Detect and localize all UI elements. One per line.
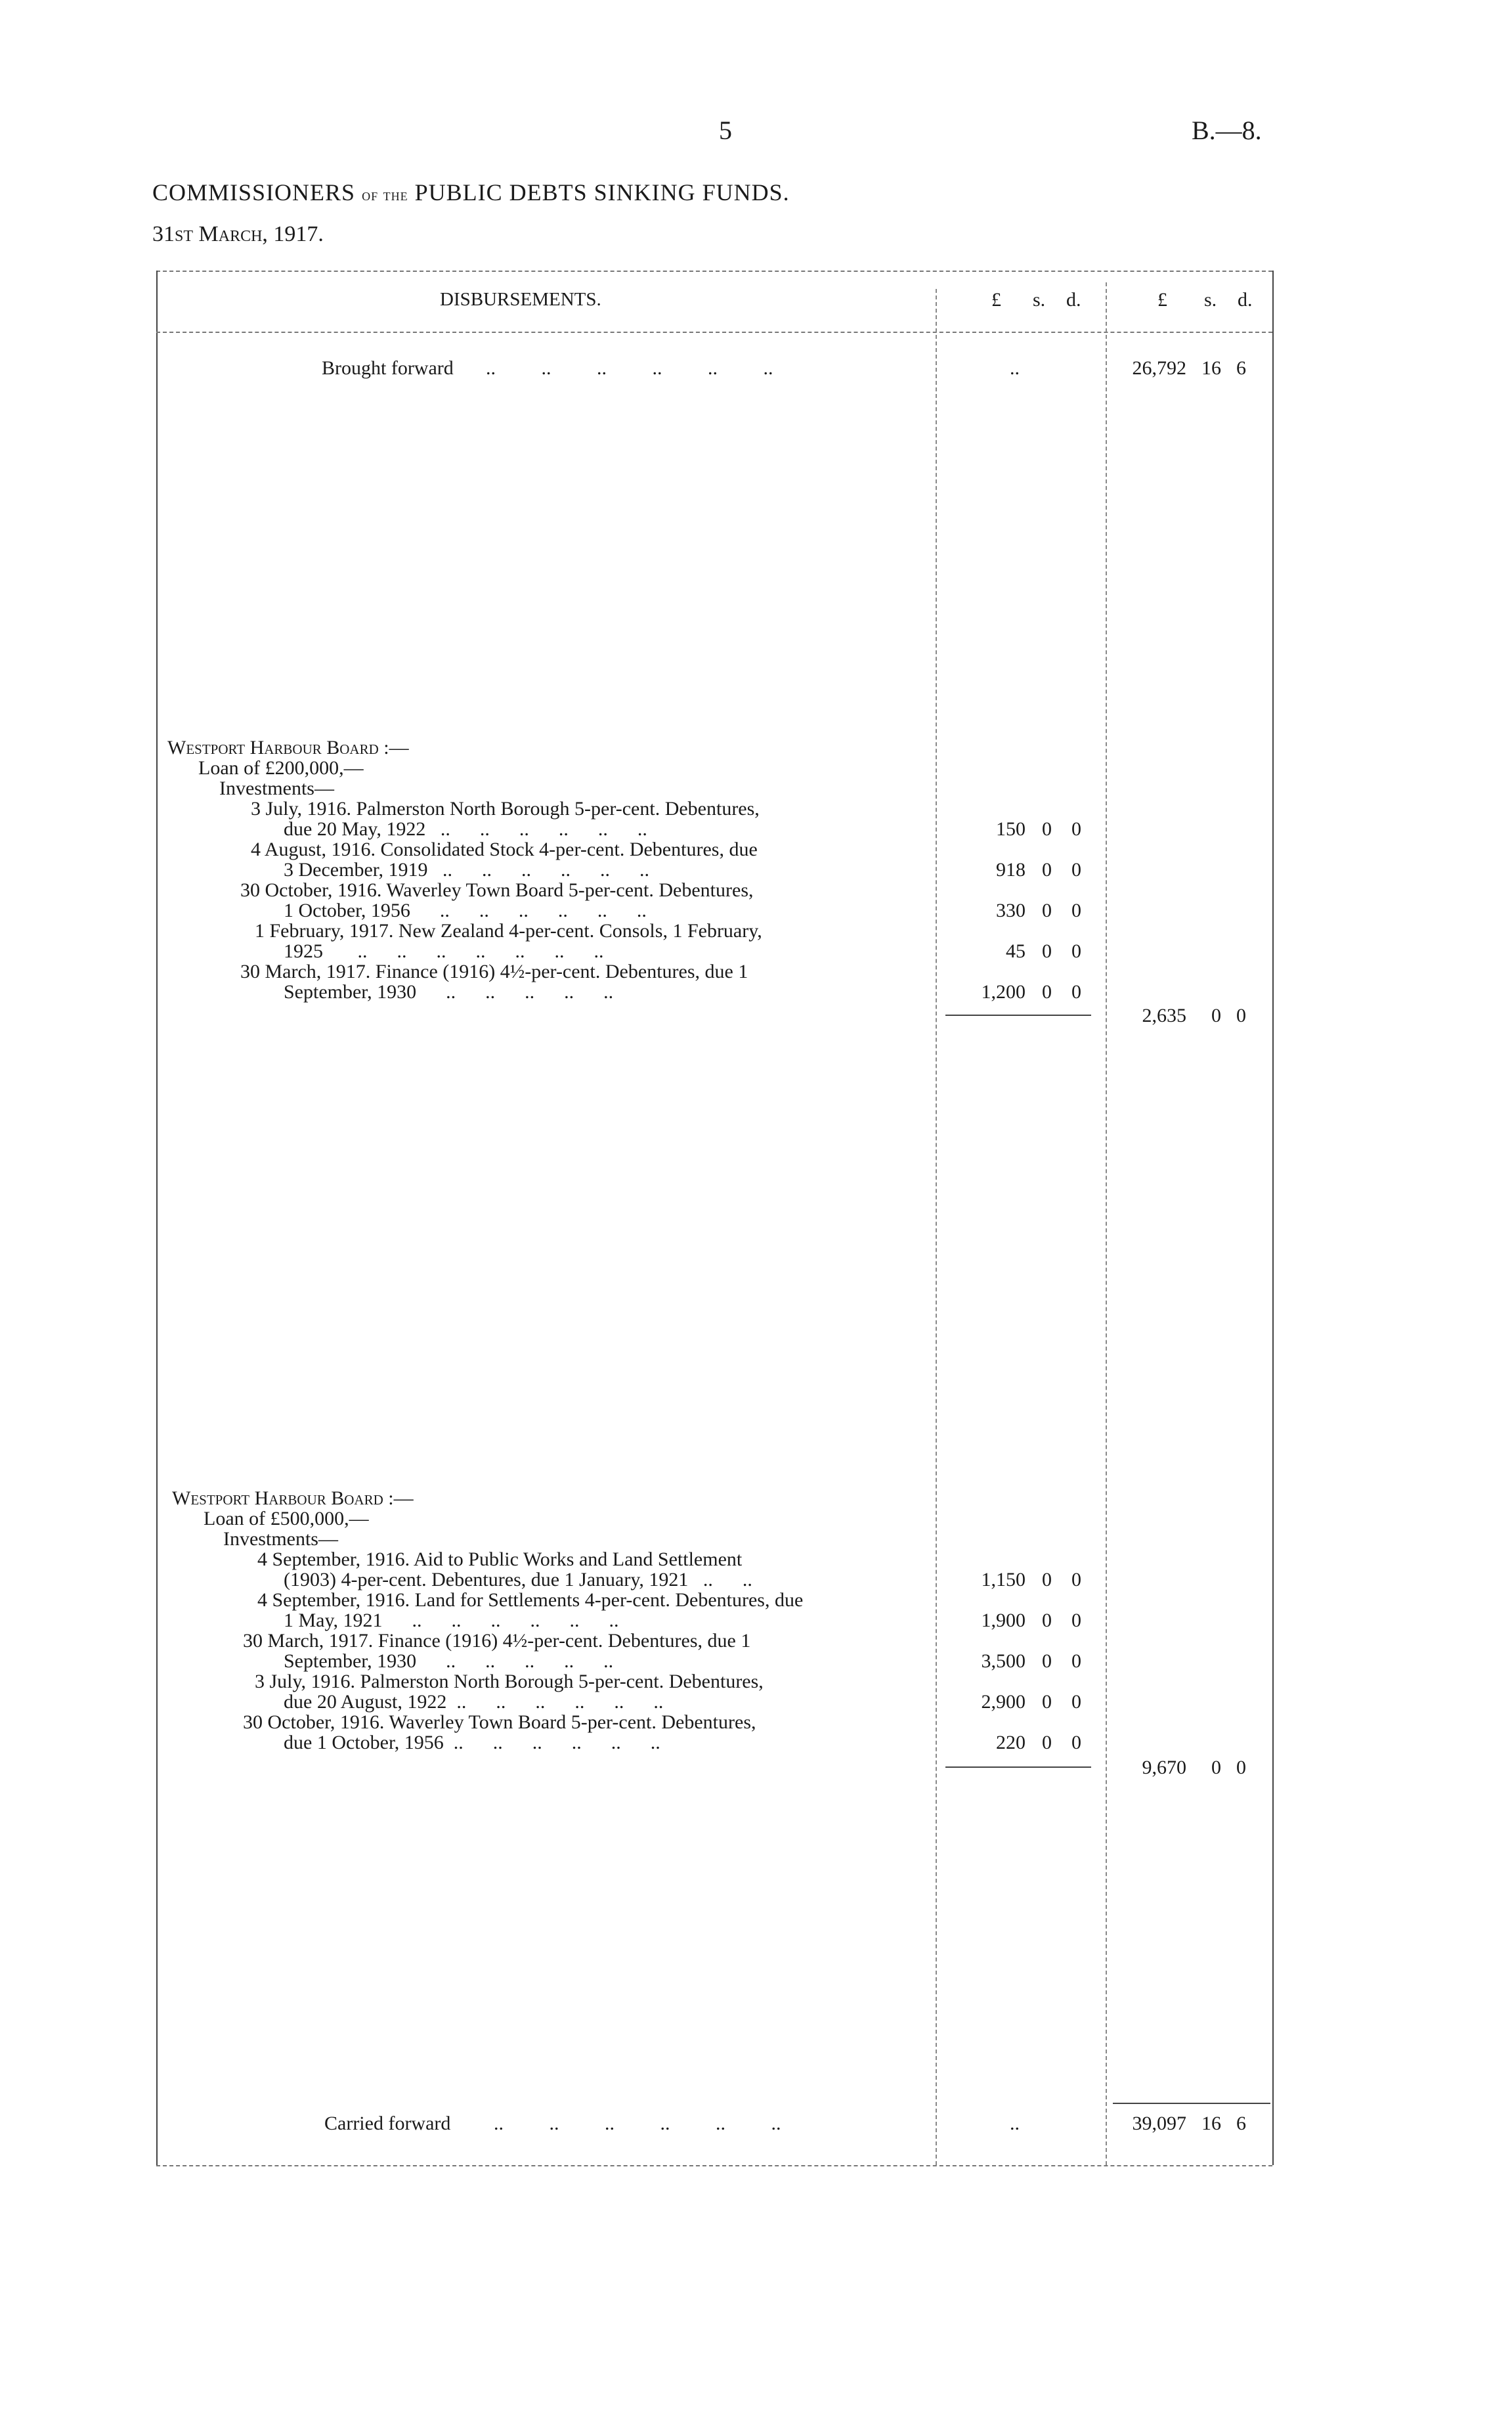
section1-amount-2-pounds: 330 [996,900,1026,921]
title-part-a: COMMISSIONERS [152,179,356,206]
section2-line-3: 1 May, 1921 .. .. .. .. .. .. [284,1610,619,1631]
section1-amount-1-d: 0 [1071,859,1081,881]
section2-line-2: 4 September, 1916. Land for Settlements 4-per-cent. Debentures, due [257,1589,804,1611]
section1-amount-4-s: 0 [1042,981,1052,1003]
section1-line-2: 4 August, 1916. Consolidated Stock 4-per-cent. Debentures, due [251,839,758,860]
brought-forward-pounds: 26,792 [1132,357,1186,379]
section2-amount-1-pounds: 1,900 [981,1610,1026,1631]
section2-amount-3-s: 0 [1042,1691,1052,1713]
carried-forward-pounds: 39,097 [1132,2113,1186,2134]
section2-amount-0-d: 0 [1071,1569,1081,1590]
section1-amount-3-pounds: 45 [1006,940,1026,962]
section1-line-5: 1 October, 1956 .. .. .. .. .. .. [284,900,647,921]
carried-forward-inner: .. [1010,2113,1020,2134]
date-rest: March, 1917. [198,222,324,246]
section1-amount-2-d: 0 [1071,900,1081,921]
section1-board: Westport Harbour Board :— [167,737,409,758]
brought-forward-pence: 6 [1236,357,1246,379]
brought-forward-shillings: 16 [1201,357,1221,379]
section2-total-s: 0 [1211,1757,1221,1778]
section1-line-1: due 20 May, 1922 .. .. .. .. .. .. [284,818,647,840]
section2-board: Westport Harbour Board :— [172,1487,414,1509]
section1-investments: Investments— [219,778,334,799]
col-header-s-1: s. [1033,289,1046,311]
col-header-d-2: d. [1238,289,1253,311]
section1-line-0: 3 July, 1916. Palmerston North Borough 5-per-cent. Debentures, [251,798,760,820]
section1-total-pounds: 2,635 [1142,1005,1186,1026]
section2-amount-2-pounds: 3,500 [981,1650,1026,1672]
section2-amount-4-pounds: 220 [996,1732,1026,1753]
section2-amount-4-s: 0 [1042,1732,1052,1753]
section2-line-4: 30 March, 1917. Finance (1916) 4½-per-cent. Debentures, due 1 [243,1630,751,1652]
section1-sum-rule [945,1015,1091,1016]
section1-amount-4-pounds: 1,200 [981,981,1026,1003]
col-header-s-2: s. [1204,289,1217,311]
page-number: 5 [719,116,732,145]
section1-amount-2-s: 0 [1042,900,1052,921]
section1-line-3: 3 December, 1919 .. .. .. .. .. .. [284,859,650,881]
section1-amount-0-s: 0 [1042,818,1052,840]
section2-line-8: 30 October, 1916. Waverley Town Board 5-per-cent. Debentures, [243,1711,756,1733]
section1-amount-1-s: 0 [1042,859,1052,881]
section1-amount-0-d: 0 [1071,818,1081,840]
carried-forward-label: Carried forward [324,2113,451,2134]
section1-line-7: 1925 .. .. .. .. .. .. .. [284,940,604,962]
section2-line-9: due 1 October, 1956 .. .. .. .. .. .. [284,1732,660,1753]
section1-line-8: 30 March, 1917. Finance (1916) 4½-per-cent. Debentures, due 1 [240,961,748,982]
section1-line-9: September, 1930 .. .. .. .. .. [284,981,614,1003]
section2-loan: Loan of £500,000,— [204,1508,369,1529]
table-top-rule [156,271,1272,272]
section2-total-pounds: 9,670 [1142,1757,1186,1778]
brought-forward-label: Brought forward [322,357,454,379]
brought-forward-inner: .. [1010,357,1020,379]
section1-loan: Loan of £200,000,— [198,757,364,779]
col-header-pounds-1: £ [991,289,1001,311]
title-small: of the [362,185,408,204]
page-reference: B.—8. [1192,116,1262,145]
table-bottom-rule [156,2165,1272,2166]
section2-line-0: 4 September, 1916. Aid to Public Works and Land Settlement [257,1548,743,1570]
section2-amount-1-d: 0 [1071,1610,1081,1631]
table-right-border [1272,271,1274,2165]
section1-total-s: 0 [1211,1005,1221,1026]
section2-line-5: September, 1930 .. .. .. .. .. [284,1650,614,1672]
section2-line-1: (1903) 4-per-cent. Debentures, due 1 January, 1921 .. .. [284,1569,752,1590]
section2-line-7: due 20 August, 1922 .. .. .. .. .. .. [284,1691,664,1713]
carried-forward-rule [1113,2103,1270,2104]
section2-total-d: 0 [1236,1757,1246,1778]
section2-amount-2-s: 0 [1042,1650,1052,1672]
table-left-border [156,271,158,2165]
section1-line-6: 1 February, 1917. New Zealand 4-per-cent. Consols, 1 February, [255,920,762,942]
section1-amount-1-pounds: 918 [996,859,1026,881]
section2-amount-0-pounds: 1,150 [981,1569,1026,1590]
col-sep-1 [936,289,937,2165]
section2-amount-1-s: 0 [1042,1610,1052,1631]
section2-amount-2-d: 0 [1071,1650,1081,1672]
header-rule [156,332,1272,333]
col-header-d-1: d. [1066,289,1081,311]
col-header-pounds-2: £ [1157,289,1167,311]
section2-amount-0-s: 0 [1042,1569,1052,1590]
document-title [152,179,790,206]
document-date [152,222,324,247]
table-heading: DISBURSEMENTS. [440,289,601,310]
section1-amount-0-pounds: 150 [996,818,1026,840]
section1-line-4: 30 October, 1916. Waverley Town Board 5-per-cent. Debentures, [240,879,754,901]
carried-forward-leader: .. .. .. .. .. .. [494,2113,781,2134]
section1-total-d: 0 [1236,1005,1246,1026]
section1-amount-3-d: 0 [1071,940,1081,962]
section2-investments: Investments— [223,1528,338,1550]
brought-forward-leader: .. .. .. .. .. .. [486,357,773,379]
section2-line-6: 3 July, 1916. Palmerston North Borough 5-per-cent. Debentures, [255,1671,764,1692]
date-day: 31st [152,222,194,246]
section2-amount-4-d: 0 [1071,1732,1081,1753]
section1-amount-4-d: 0 [1071,981,1081,1003]
section2-amount-3-pounds: 2,900 [981,1691,1026,1713]
section2-sum-rule [945,1766,1091,1768]
carried-forward-shillings: 16 [1201,2113,1221,2134]
title-part-b: PUBLIC DEBTS SINKING FUNDS. [414,179,790,206]
section1-amount-3-s: 0 [1042,940,1052,962]
carried-forward-pence: 6 [1236,2113,1246,2134]
col-sep-2 [1106,282,1107,2165]
section2-amount-3-d: 0 [1071,1691,1081,1713]
